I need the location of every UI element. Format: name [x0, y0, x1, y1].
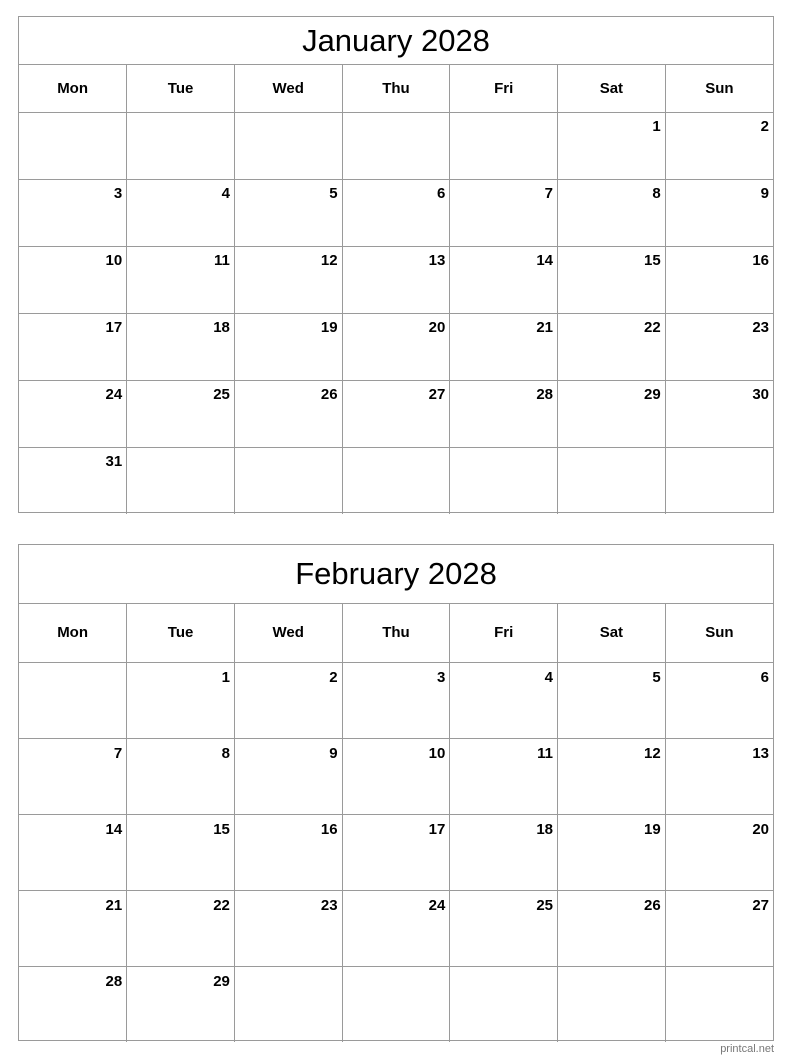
day-number: 17	[428, 820, 446, 838]
day-number	[127, 113, 234, 119]
day-cell	[127, 814, 235, 890]
day-number: 4	[544, 668, 554, 686]
day-number: 26	[320, 385, 338, 403]
day-cell	[558, 313, 666, 380]
day-cell	[450, 662, 558, 738]
day-cell	[558, 966, 666, 1042]
day-cell	[450, 112, 558, 179]
week-row	[19, 179, 773, 246]
day-cell	[558, 447, 666, 514]
day-cell	[127, 966, 235, 1042]
day-number: 4	[221, 184, 230, 202]
month-title: January 2028	[19, 17, 773, 65]
week-row	[19, 447, 773, 514]
day-cell	[665, 447, 773, 514]
day-cell	[665, 313, 773, 380]
day-cell	[450, 179, 558, 246]
day-number: 23	[320, 896, 338, 914]
day-number: 27	[428, 385, 446, 403]
day-number: 5	[652, 668, 661, 686]
day-number: 6	[760, 668, 769, 686]
day-cell	[450, 380, 558, 447]
day-cell	[19, 112, 127, 179]
day-cell	[558, 179, 666, 246]
day-cell	[127, 179, 235, 246]
day-number: 22	[644, 318, 661, 336]
day-number: 29	[213, 972, 230, 990]
weekday-tue: Tue	[127, 604, 235, 662]
month-title: February 2028	[19, 545, 773, 604]
day-cell	[342, 112, 450, 179]
day-cell	[234, 738, 342, 814]
day-cell	[234, 380, 342, 447]
day-cell	[665, 966, 773, 1042]
day-cell	[342, 179, 450, 246]
week-row	[19, 380, 773, 447]
weekday-sat: Sat	[558, 65, 666, 112]
day-cell	[19, 738, 127, 814]
day-number: 25	[536, 896, 554, 914]
day-cell	[450, 814, 558, 890]
day-cell	[342, 447, 450, 514]
day-number	[235, 448, 342, 454]
day-number: 16	[320, 820, 338, 838]
day-cell	[665, 112, 773, 179]
weekday-header-row	[19, 65, 773, 112]
weekday-header-row	[19, 604, 773, 662]
day-cell	[450, 738, 558, 814]
week-row	[19, 890, 773, 966]
day-cell	[234, 814, 342, 890]
day-cell	[665, 662, 773, 738]
week-row	[19, 814, 773, 890]
day-number: 2	[329, 668, 338, 686]
day-number: 7	[544, 184, 554, 202]
day-number	[666, 967, 773, 974]
day-cell	[342, 246, 450, 313]
day-number	[450, 113, 557, 119]
day-number	[235, 967, 342, 974]
week-row	[19, 966, 773, 1042]
day-cell	[19, 890, 127, 966]
day-cell	[19, 447, 127, 514]
day-number	[450, 967, 557, 974]
day-cell	[127, 890, 235, 966]
day-number: 20	[428, 318, 446, 336]
day-cell	[19, 814, 127, 890]
day-number	[19, 663, 126, 670]
day-number: 21	[536, 318, 554, 336]
site-credit: printcal.net	[720, 1043, 774, 1055]
day-number	[343, 448, 450, 454]
day-number: 24	[105, 385, 123, 403]
week-row	[19, 112, 773, 179]
day-number	[19, 113, 126, 119]
weekday-sun: Sun	[665, 65, 773, 112]
day-number: 13	[428, 251, 446, 269]
day-number: 19	[644, 820, 661, 838]
day-number: 7	[113, 744, 123, 762]
day-cell	[665, 179, 773, 246]
day-cell	[19, 380, 127, 447]
day-cell	[127, 662, 235, 738]
day-cell	[665, 380, 773, 447]
week-row	[19, 662, 773, 738]
day-cell	[127, 738, 235, 814]
day-cell	[234, 447, 342, 514]
weekday-fri: Fri	[450, 65, 558, 112]
week-row	[19, 246, 773, 313]
day-number: 27	[752, 896, 769, 914]
day-number: 15	[644, 251, 661, 269]
day-number: 12	[644, 744, 661, 762]
day-number: 8	[221, 744, 230, 762]
day-number	[343, 113, 450, 119]
day-number: 25	[213, 385, 230, 403]
weekday-thu: Thu	[342, 604, 450, 662]
day-cell	[342, 890, 450, 966]
day-cell	[558, 738, 666, 814]
day-cell	[665, 246, 773, 313]
day-cell	[342, 662, 450, 738]
day-cell	[127, 380, 235, 447]
weekday-wed: Wed	[234, 65, 342, 112]
day-cell	[342, 380, 450, 447]
day-cell	[19, 313, 127, 380]
weekday-mon: Mon	[19, 65, 127, 112]
day-number	[343, 967, 450, 974]
day-number: 2	[760, 117, 769, 135]
day-number: 11	[537, 744, 554, 762]
day-number: 30	[752, 385, 769, 403]
day-number: 6	[436, 184, 446, 202]
day-cell	[234, 662, 342, 738]
day-number: 10	[105, 251, 123, 269]
day-cell	[234, 112, 342, 179]
day-number: 19	[320, 318, 338, 336]
day-cell	[450, 966, 558, 1042]
day-number: 24	[428, 896, 446, 914]
day-number	[235, 113, 342, 119]
day-cell	[342, 738, 450, 814]
day-number	[558, 448, 665, 454]
day-cell	[558, 246, 666, 313]
day-number: 28	[105, 972, 123, 990]
week-row	[19, 313, 773, 380]
day-cell	[127, 447, 235, 514]
weekday-mon: Mon	[19, 604, 127, 662]
day-number: 14	[105, 820, 123, 838]
day-cell	[450, 447, 558, 514]
day-number: 14	[536, 251, 554, 269]
day-number: 23	[752, 318, 769, 336]
day-cell	[558, 814, 666, 890]
day-cell	[342, 814, 450, 890]
calendar-grid	[19, 65, 773, 514]
calendar-january	[18, 16, 774, 513]
day-number: 8	[652, 184, 661, 202]
day-cell	[19, 662, 127, 738]
weekday-thu: Thu	[342, 65, 450, 112]
day-number: 5	[329, 184, 338, 202]
day-cell	[558, 662, 666, 738]
day-cell	[234, 966, 342, 1042]
day-number: 16	[752, 251, 769, 269]
day-number: 18	[213, 318, 230, 336]
day-cell	[234, 246, 342, 313]
day-cell	[342, 966, 450, 1042]
day-number: 18	[536, 820, 554, 838]
day-cell	[342, 313, 450, 380]
day-number: 17	[105, 318, 123, 336]
day-cell	[19, 966, 127, 1042]
day-number: 3	[113, 184, 123, 202]
day-number: 9	[760, 184, 769, 202]
weekday-tue: Tue	[127, 65, 235, 112]
weekday-sun: Sun	[665, 604, 773, 662]
day-cell	[19, 246, 127, 313]
day-number: 28	[536, 385, 554, 403]
weekday-sat: Sat	[558, 604, 666, 662]
day-cell	[665, 890, 773, 966]
day-number: 1	[221, 668, 230, 686]
calendar-grid	[19, 604, 773, 1042]
day-cell	[665, 738, 773, 814]
day-number: 11	[214, 251, 230, 269]
day-number: 26	[644, 896, 661, 914]
day-number: 20	[752, 820, 769, 838]
day-number: 15	[213, 820, 230, 838]
day-number	[127, 448, 234, 454]
day-cell	[127, 112, 235, 179]
calendar-february	[18, 544, 774, 1041]
day-cell	[558, 890, 666, 966]
day-number: 31	[105, 452, 123, 470]
weekday-wed: Wed	[234, 604, 342, 662]
day-cell	[558, 380, 666, 447]
day-number: 10	[428, 744, 446, 762]
day-cell	[127, 246, 235, 313]
day-number: 9	[329, 744, 338, 762]
day-number: 12	[320, 251, 338, 269]
day-cell	[665, 814, 773, 890]
day-cell	[450, 890, 558, 966]
day-number	[558, 967, 665, 974]
week-row	[19, 738, 773, 814]
day-number: 1	[652, 117, 661, 135]
day-number: 22	[213, 896, 230, 914]
day-cell	[234, 313, 342, 380]
day-cell	[558, 112, 666, 179]
day-number: 3	[436, 668, 446, 686]
day-cell	[450, 246, 558, 313]
day-number	[450, 448, 557, 454]
day-cell	[450, 313, 558, 380]
weekday-fri: Fri	[450, 604, 558, 662]
day-cell	[234, 890, 342, 966]
day-number: 29	[644, 385, 661, 403]
day-cell	[19, 179, 127, 246]
day-number: 21	[105, 896, 123, 914]
day-number: 13	[752, 744, 769, 762]
day-cell	[127, 313, 235, 380]
day-cell	[234, 179, 342, 246]
day-number	[666, 448, 773, 454]
